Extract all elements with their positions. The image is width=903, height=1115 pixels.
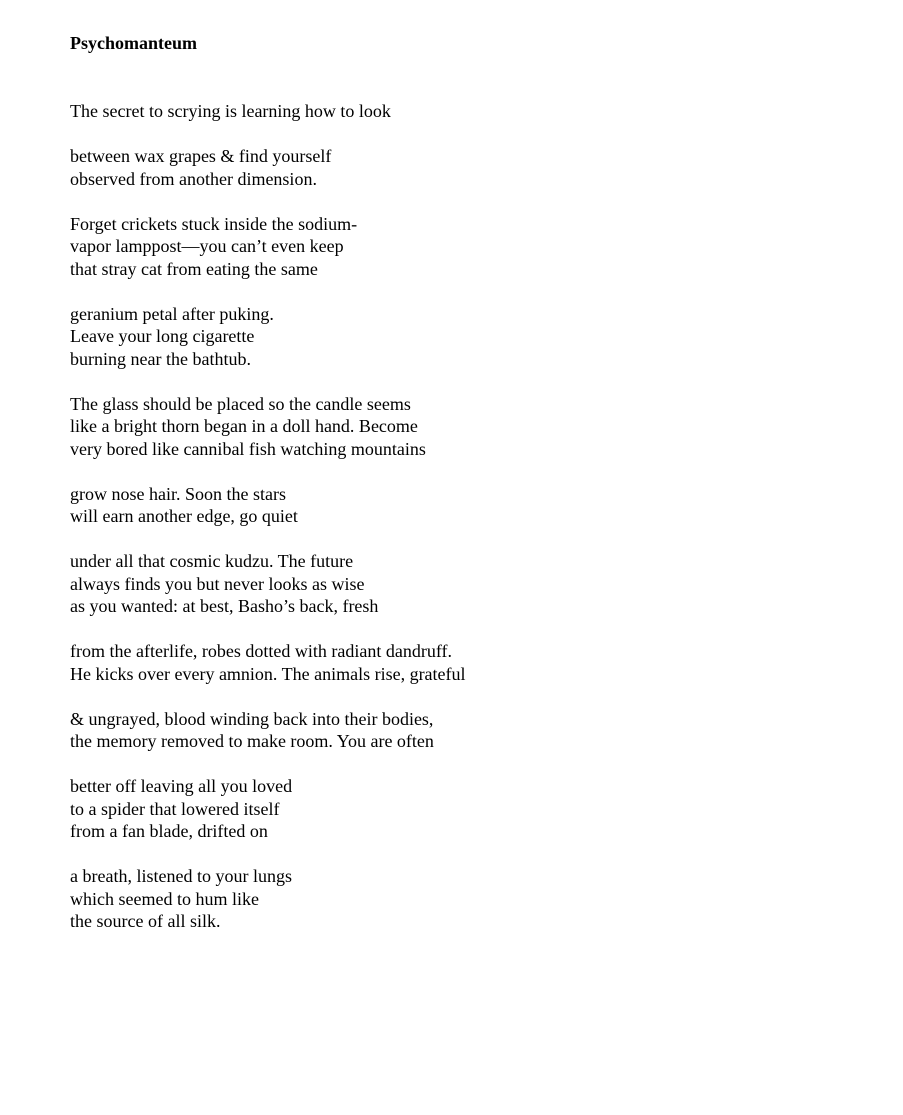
poem-line: a breath, listened to your lungs: [70, 866, 292, 886]
poem-line: very bored like cannibal fish watching mountains: [70, 438, 426, 459]
poem-line: The glass should be placed so the candle seems: [70, 393, 411, 414]
poem-line: from a fan blade, drifted on: [70, 821, 268, 841]
poem-line: which seemed to hum like: [70, 888, 259, 909]
poem-line: He kicks over every amnion. The animals rise, grateful: [70, 663, 466, 684]
poem-line: the source of all silk.: [70, 911, 221, 931]
stanza: [70, 213, 870, 281]
poem-line: always finds you but never looks as wise: [70, 573, 365, 594]
poem-line: better off leaving all you loved: [70, 776, 293, 796]
poem-body: [70, 100, 870, 933]
poem-line: under all that cosmic kudzu. The future: [70, 551, 354, 571]
poem-line: the memory removed to make room. You are often: [70, 731, 434, 751]
poem-line: as you wanted: at best, Basho’s back, fresh: [70, 596, 379, 616]
poem-line: burning near the bathtub.: [70, 348, 251, 369]
poem-line: Forget crickets stuck inside the sodium-: [70, 213, 358, 234]
poem-line: observed from another dimension.: [70, 168, 317, 189]
poem-line: from the afterlife, robes dotted with radiant dandruff.: [70, 641, 453, 661]
stanza: [70, 775, 870, 843]
poem-line: like a bright thorn began in a doll hand. Become: [70, 416, 418, 436]
stanza: [70, 865, 870, 933]
stanza: [70, 100, 870, 123]
poem-line: geranium petal after puking.: [70, 303, 274, 324]
stanza: [70, 640, 870, 685]
stanza: [70, 145, 870, 190]
poem-line: that stray cat from eating the same: [70, 258, 318, 279]
poem-line: between wax grapes & find yourself: [70, 146, 332, 166]
stanza: [70, 303, 870, 371]
poem-line: The secret to scrying is learning how to look: [70, 101, 391, 121]
poem-line: to a spider that lowered itself: [70, 798, 280, 819]
stanza: [70, 483, 870, 528]
document-page: [70, 32, 870, 955]
poem-line: will earn another edge, go quiet: [70, 506, 298, 526]
poem-line: vapor lamppost—you can’t even keep: [70, 236, 344, 256]
poem-line: grow nose hair. Soon the stars: [70, 483, 286, 504]
stanza: [70, 708, 870, 753]
stanza: [70, 393, 870, 461]
stanza: [70, 550, 870, 618]
poem-line: & ungrayed, blood winding back into their bodies,: [70, 708, 434, 729]
poem-title: Psychomanteum: [70, 33, 197, 53]
poem-line: Leave your long cigarette: [70, 326, 255, 346]
